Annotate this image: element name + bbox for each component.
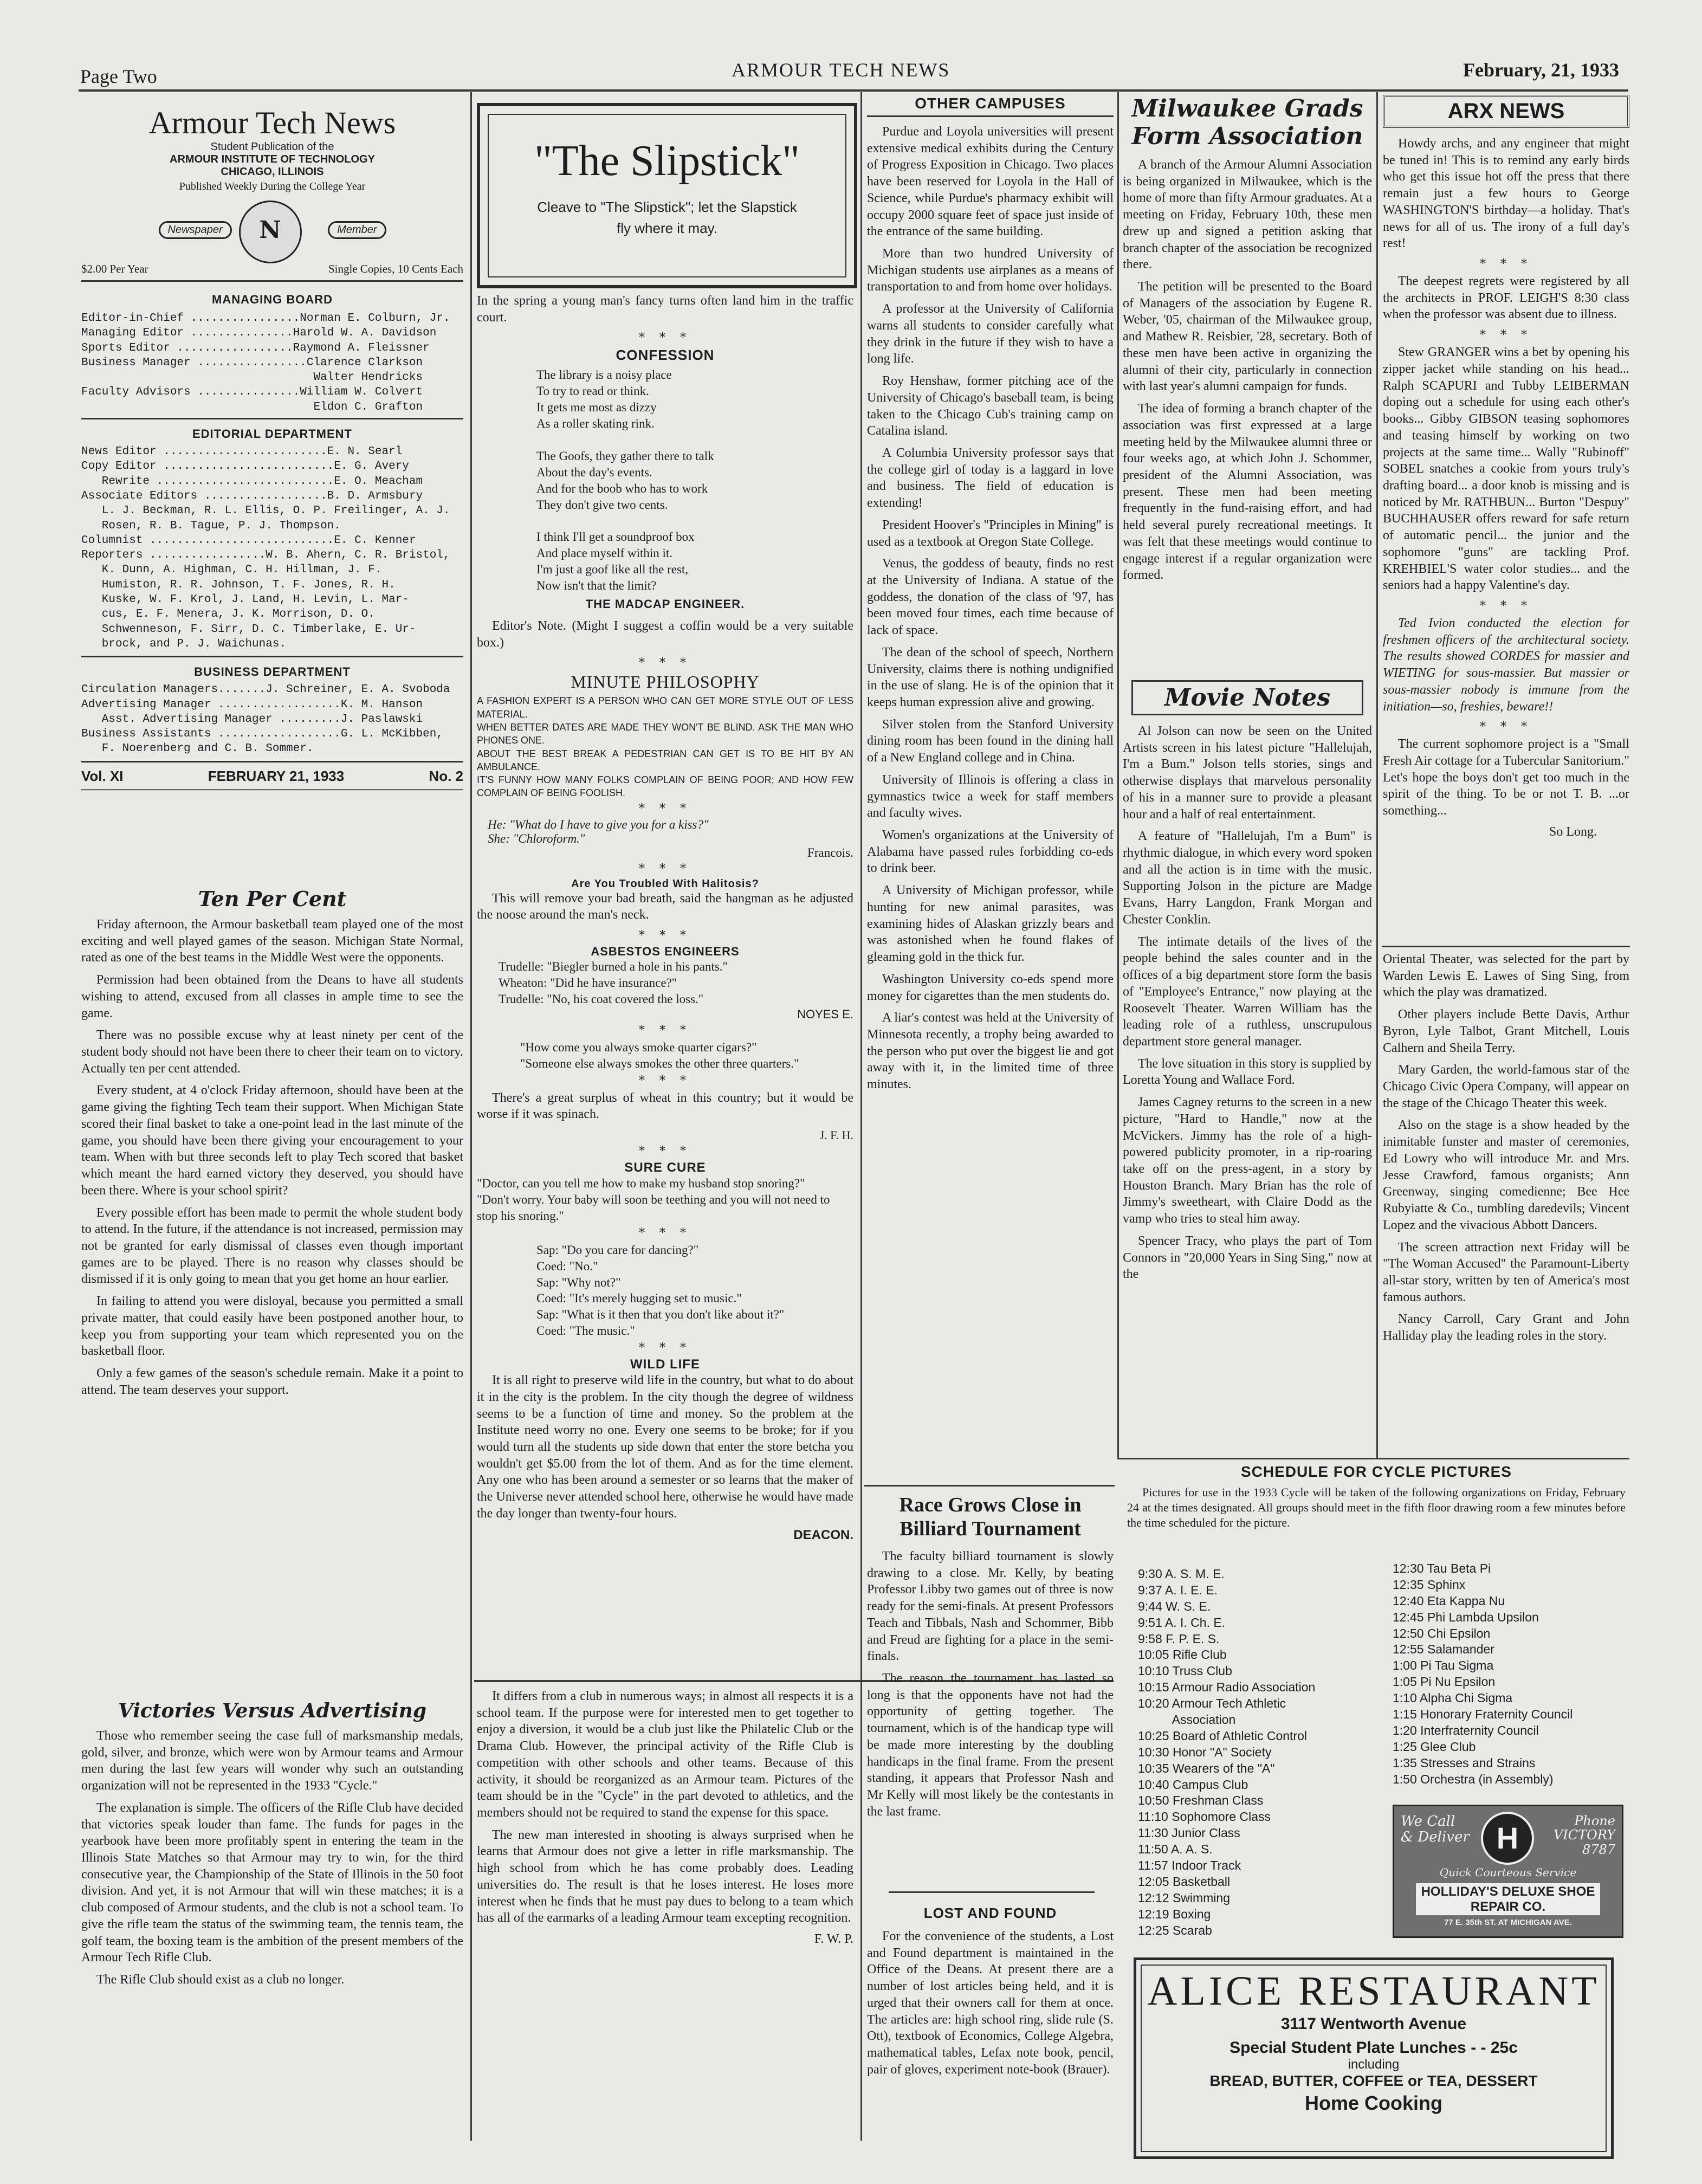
separator: * * * [639,1023,691,1037]
editorial-department-head: EDITORIAL DEPARTMENT [192,427,352,441]
section-rule [864,1485,1115,1487]
schedule-item: 10:35 Wearers of the "A" [1138,1761,1275,1775]
lost-and-found [867,1905,1114,2165]
campus-item: Women's organizations at the University of Alabama have passed rules forbidding co-eds to drink beer. [867,828,1114,876]
section-rule [889,1891,1095,1893]
victories-continued [477,1688,853,2165]
page-number: Page Two [80,66,157,87]
paragraph: Ted Ivion conducted the election for freshmen officers of the architectural society. The results showed CORDES for massier and WIETING for sous-massier. But massier or sous-massier nobody is immune from the initiation—so, freshies, beware!! [1383,616,1629,714]
section-rule [1382,946,1630,947]
schedule-item: Association [1138,1713,1236,1727]
paragraph: The intimate details of the lives of the people behind the sales counter and in the offices of a big department store form the basis of "Employee's Entrance," now playing at the Roosevelt Theater. Warren William has the leading role of a ruthless, unscrupulous department store general manager. [1123,934,1372,1049]
arx-news [1383,95,1629,940]
campus-item: University of Illinois is offering a class in gymnastics twice a week for staff members and faculty wives. [867,772,1114,820]
other-campuses [867,95,1114,1482]
cigar-joke: "How come you always smoke quarter cigars?" "Someone else always smokes the other three quarters." [520,1040,799,1070]
paragraph: The explanation is simple. The officers of the Rifle Club have decided that victories speak louder than fame. The funds for pages in the yearbook have been more profitably spent in entering the team in the Illinois State Matches so that Armour may try to win, for the third consecutive year, the Championship of the State of Illinois in the 50 foot division. And yet, it is not Armour that will win these matches; it is a club composed of Armour students, and the club is not a school team. To give the rifle team the status of the swimming team, the tennis team, the golf team, the boxing team is the ambition of the present members of the Armour Tech Rifle Club. [81,1800,463,1965]
joke: There's a great surplus of wheat in this country; but it would be worse if it was spinach. [477,1090,853,1122]
movie-notes [1123,680,1372,1458]
campus-item: Venus, the goddess of beauty, finds no rest at the University of Indiana. A statue of the goddess, the donation of the class of '97, has been moved four times, each time because of lack of space. [867,557,1114,638]
schedule-item: 12:50 Chi Epsilon [1393,1626,1491,1640]
paragraph: Every student, at 4 o'clock Friday afternoon, should have been at the game giving the fighting Tech team their support. When Michigan State scored their final basket to take a one-point lead in the last minute of the game, you should have been there giving your encouragement to your team. When with but three seconds left to play Tech scored that basket which meant the hard earned victory they deserved, you should have been there. Where is your school spirit? [81,1083,463,1198]
halitosis-head: Are You Troubled With Halitosis? [571,877,759,890]
lost-found-head: LOST AND FOUND [923,1905,1057,1921]
schedule-item: 1:50 Orchestra (in Assembly) [1393,1772,1554,1786]
schedule-item: 1:00 Pi Tau Sigma [1393,1658,1494,1673]
ad-service: Quick Courteous Service [1439,1866,1577,1879]
masthead-sub2: ARMOUR INSTITUTE OF TECHNOLOGY [170,153,375,165]
schedule-item: 11:10 Sophomore Class [1138,1810,1271,1824]
column-rule [860,92,862,2141]
schedule-item: 10:10 Truss Club [1138,1664,1232,1678]
paragraph: The current sophomore project is a "Small Fresh Air cottage for a Tubercular Sanitorium." Let's hope the boys don't get too much in the spirit of the thing. To be or not T. B. ...or something... [1383,737,1629,818]
confession-signature: THE MADCAP ENGINEER. [585,597,745,611]
kiss-she: She: "Chloroform." [488,831,585,845]
schedule-item: 1:10 Alpha Chi Sigma [1393,1691,1513,1705]
separator: * * * [639,1341,691,1355]
separator: * * * [639,802,691,816]
schedule-item: 10:15 Armour Radio Association [1138,1680,1316,1695]
staff-line: Sports Editor .................Raymond A. Fleissner [81,341,430,354]
schedule-item: 12:30 Tau Beta Pi [1393,1561,1491,1575]
separator: * * * [639,1074,691,1088]
campus-item: Washington University co-eds spend more money for cigarettes than the men students do. [867,972,1114,1003]
arx-signoff: So Long. [1549,824,1597,839]
volume-line [81,768,463,791]
editorial-staff: News Editor ........................E. N. Searl Copy Editor .........................E. G. Avery Rewrite ..........................E. O. Meacham Associate Editors ..................B. D. Armsbury L. J. Beckman, R. L. Ellis, O. P. Freilinger, A. J. Rosen, R. B. Tague, P. J. Thompson. Columnist ...........................E. C. Kenner Reporters .................W. B. Ahern, C. R. Bristol, K. Dunn, A. Highman, C. H. Hillman, J. F. Humiston, R. R. Johnson, T. F. Jones, R. H. Kuske, W. F. Krol, J. Land, H. Levin, L. Mar- cus, E. F. Menera, J. K. Morrison, D. O. Schwenneson, F. Sirr, D. C. Timberlake, E. Ur- brock, and P. J. Waichunas. [81,444,463,657]
francois-signature: Francois. [807,845,853,860]
paragraph: Other players include Bette Davis, Arthur Byron, Lyle Talbot, Grant Mitchell, Louis Calhern and Sheila Terry. [1383,1007,1629,1055]
billiard-head-2: Billiard Tournament [899,1517,1081,1540]
sure-cure-joke: "Doctor, can you tell me how to make my husband stop snoring?" "Don't worry. Your baby will soon be teething and you will not need to stop his snoring." [477,1177,830,1223]
paragraph: A feature of "Hallelujah, I'm a Bum" is rhythmic dialogue, in which every word spoken and all the action is in time with the music. Supporting Jolson in the picture are Madge Evans, Harry Langdon, Frank Morgan and Chester Conklin. [1123,829,1372,927]
schedule-item: 9:37 A. I. E. E. [1138,1582,1218,1597]
managing-board-head: MANAGING BOARD [212,293,333,306]
business-staff: Circulation Managers.......J. Schreiner, E. A. Svoboda Advertising Manager ..................K. M. Hanson Asst. Advertising Manager .........J. Paslawski Business Assistants ..................G. L. McKibben, F. Noerenberg and C. B. Sommer. [81,682,463,762]
restaurant-items: BREAD, BUTTER, COFFEE or TEA, DESSERT [1209,2072,1538,2089]
schedule-item: 12:12 Swimming [1138,1890,1231,1905]
schedule-item: 11:50 A. A. S. [1138,1842,1213,1857]
paragraph: A branch of the Armour Alumni Association is being organized in Milwaukee, which is the home of more than fifty Armour graduates. At a meeting on Friday, February 10th, these men drew up and signed a petition asking that branch chapter of the association be recognized there. [1123,158,1372,272]
paragraph: Al Jolson can now be seen on the United Artists screen in his latest picture "Hallelujah, I'm a Bum." Jolson tells stories, sings and otherwise displays that marvelous personality of his in a manner sure to provide a pleasant hour and a half of real entertainment. [1123,724,1372,822]
editorial-victories [81,1696,463,2162]
paragraph: Nancy Carroll, Cary Grant and John Halliday play the leading roles in the story. [1383,1312,1629,1343]
masthead [81,100,463,881]
milwaukee-article [1123,95,1372,675]
schedule-item: 9:44 W. S. E. [1138,1599,1211,1613]
alice-restaurant-ad [1134,1957,1614,2159]
campus-item: Silver stolen from the Stanford University dining room has been found in the dining hall of a New England college and in China. [867,717,1114,765]
separator: * * * [639,331,691,345]
slipstick-column [477,293,853,1675]
slipstick-motto: Cleave to "The Slipstick"; let the Slapstick fly where it may. [537,199,797,236]
masthead-sub1: Student Publication of the [210,141,334,153]
milwaukee-head-1: Milwaukee Grads [1131,95,1363,122]
movie-notes-continued [1383,951,1629,1458]
paragraph: Friday afternoon, the Armour basketball team played one of the most exciting and well played games of the season. Michigan State Normal, rated as one of the best teams in the Middle West were the opponents. [81,917,463,965]
schedule-item: 11:57 Indoor Track [1138,1858,1241,1873]
single-copy-price: Single Copies, 10 Cents Each [328,262,463,275]
paragraph: The faculty billiard tournament is slowly drawing to a close. Mr. Kelly, by beating Professor Libby two games out of three is now ready for the semi-finals. At present Professors Teach and Tibbals, Nash and Schommer, Bibb and Freud are fighting for a place in the semi-finals. [867,1549,1114,1664]
movie-notes-head: Movie Notes [1131,680,1363,715]
schedule-left-list [1138,1566,1393,1939]
other-campuses-head: OTHER CAMPUSES [867,95,1114,117]
column-rule [1376,92,1378,1458]
paragraph: The love situation in this story is supplied by Loretta Young and Wallace Ford. [1123,1056,1372,1088]
schedule-item: 1:25 Glee Club [1393,1739,1476,1754]
paper-name: ARMOUR TECH NEWS [732,59,950,81]
joke: In the spring a young man's fancy turns often land him in the traffic court. [477,294,853,325]
paragraph: There was no possible excuse why at least ninety per cent of the student body should not have been there to cheer their team on to victory. Actually ten per cent attended. [81,1028,463,1076]
schedule-intro: Pictures for use in the 1933 Cycle will be taken of the following organizations on Friday, February 24 at the times designated. All groups should meet in the fifth floor drawing room a few minutes before the time scheduled for the picture. [1127,1485,1626,1530]
staff-line: Business Manager ................Clarence Clarkson [81,356,423,369]
minute-philosophy-head: MINUTE PHILOSOPHY [571,672,760,692]
paragraph: Those who remember seeing the case full of marksmanship medals, gold, silver, and bronze, which were won by Armour teams and Armour men during the last few years will wonder why such an outstanding organization will not be represented in the 1933 "Cycle." [81,1729,463,1793]
ad-business-name: HOLLIDAY'S DELUXE SHOE REPAIR CO. [1416,1883,1600,1915]
restaurant-special: Special Student Plate Lunches - - 25c [1229,2039,1518,2057]
paragraph: James Cagney returns to the screen in a new picture, "Hard to Handle," now at the McVickers. Jimmy has the role of a high-powered publicity promoter, in a rip-roaring take off on the press-agent, in a story by Houston Branch. Mary Brian has the role of Jimmy's sweetheart, with Claire Dodd as the vamp who tries to steal him away. [1123,1095,1372,1226]
header-rule [79,89,1628,92]
asbestos-head: ASBESTOS ENGINEERS [591,945,740,959]
paragraph: The Rifle Club should exist as a club no longer. [96,1973,345,1987]
schedule-item: 12:40 Eta Kappa Nu [1393,1593,1505,1608]
ad-address: 77 E. 35th ST. AT MICHIGAN AVE. [1444,1918,1572,1927]
editorial-ten-per-cent [81,883,463,1696]
schedule-item: 9:58 F. P. E. S. [1138,1631,1220,1646]
separator: * * * [639,929,691,943]
dancing-joke: Sap: "Do you care for dancing?" Coed: "No." Sap: "Why not?" Coed: "It's merely hugging set to music." Sap: "What is it then that you don't like about it?" Coed: "The music." [536,1243,785,1338]
separator: * * * [639,862,691,876]
schedule-item: 10:50 Freshman Class [1138,1793,1264,1808]
restaurant-including: including [1348,2057,1400,2072]
campus-item: More than two hundred University of Michigan students use airplanes as a means of transportation to and from home over holidays. [867,247,1114,294]
schedule-item: 10:05 Rifle Club [1138,1647,1227,1662]
sure-cure-head: SURE CURE [624,1160,706,1175]
paragraph: Mary Garden, the world-famous star of the Chicago Civic Opera Company, will appear on the stage of the Chicago Theater this week. [1383,1063,1629,1110]
paragraph: Howdy archs, and any engineer that might be tuned in! This is to remind any early birds who get this issue hot off the press that there remain just a few hours to George WASHINGTON'S birthday—a holiday. That's news for all of us. The irony of a full day's rest! [1383,137,1629,251]
paragraph: The screen attraction next Friday will be "The Woman Accused" the Paramount-Liberty all-star story, written by ten of America's most famous authors. [1383,1240,1629,1304]
schedule-item: 10:30 Honor "A" Society [1138,1744,1272,1759]
holliday-shoe-repair-ad [1393,1805,1623,1938]
volume-number: Vol. XI [81,767,124,784]
schedule-item: 1:20 Interfraternity Council [1393,1723,1539,1737]
staff-line: Faculty Advisors ...............William W. Colvert [81,386,423,399]
slipstick-title-box [477,103,857,288]
paragraph: Also on the stage is a show headed by the inimitable funster and master of ceremonies, Ed Lowry who will introduce Mr. and Mrs. Jesse Crawford, famous organists; Ann Greenway, singing comedienne; Bee Hee Rubyiatte & Co., tumbling daredevils; Vincent Lopez and the vivacious Abbott Dancers. [1383,1118,1629,1232]
restaurant-name: ALICE RESTAURANT [1147,1968,1600,2014]
schedule-item: 12:19 Boxing [1138,1907,1211,1921]
campus-item: A liar's contest was held at the University of Minnesota recently, a trophy being awarded to the person who put over the biggest lie and got away with it, in the limited time of three minutes. [867,1011,1114,1092]
joke: This will remove your bad breath, said the hangman as he adjusted the noose around the man's neck. [477,891,853,922]
section-rule [1117,1458,1629,1459]
asbestos-joke: Trudelle: "Biegler burned a hole in his pants." Wheaton: "Did he have insurance?" Trudelle: "No, his coat covered the loss." [499,960,728,1006]
schedule-item: 1:05 Pi Nu Epsilon [1393,1675,1496,1689]
jfh-signature: J. F. H. [819,1128,853,1142]
column-rule [1117,92,1119,1458]
campus-item: A professor at the University of California warns all students to consider carefully what they drink in the future if they wish to have a long life. [867,302,1114,366]
badge-left-label: Newspaper [159,221,232,239]
column-rule [470,92,472,2141]
press-association-badge [159,201,386,260]
editorial-title: Victories Versus Advertising [118,1700,427,1722]
paragraph: Every possible effort has been made to permit the whole student body to attend. In the future, if the attendance is not increased, permission may not be granted for early dismissal of classes even though important games are to be played. There is no reason why classes should be dismissed if it is only going to mean that you get home an hour earlier. [81,1205,463,1287]
schedule-item: 11:30 Junior Class [1138,1826,1240,1840]
staff-line: Editor-in-Chief ................Norman E. Colburn, Jr. [81,312,450,325]
masthead-sub4: Published Weekly During the College Year [179,180,366,192]
separator: * * * [1480,257,1532,272]
paragraph: Spencer Tracy, who plays the part of Tom Connors in "20,000 Years in Sing Sing," now at the [1123,1233,1372,1282]
minute-philosophy: A FASHION EXPERT IS A PERSON WHO CAN GET MORE STYLE OUT OF LESS MATERIAL. WHEN BETTER DATES ARE MADE THEY WON'T BE BLIND. ASK THE MAN WHO PHONES ONE. ABOUT THE BEST BREAK A PEDESTRIAN CAN GET IS TO BE HIT BY AN AMBULANCE. IT'S FUNNY HOW MANY FOLKS COMPLAIN OF BEING POOR; AND HOW FEW COMPLAIN OF BEING FOOLISH. [477,695,853,799]
paragraph: It differs from a club in numerous ways; in almost all respects it is a school team. If the purpose were for interested men to get together to enjoy a diversion, it would be a club just like the Philatelic Club or the Drama Club. However, the principal activity of the Rifle Club is competition with other schools and other teams. Because of this activity, it should be reorganized as an Armour team. Pictures of the team should be in the "Cycle" in the part devoted to athletics, and the members should not be required to stand the expense for this space. [477,1689,853,1820]
paragraph: Only a few games of the season's schedule remain. Make it a point to attend. The team deserves your support. [81,1366,463,1397]
staff-line: Eldon C. Grafton [81,400,423,413]
paragraph: The reason the tournament has lasted so long is that the opponents have not had the opportunity of getting together. The tournament, which is of the handicap type will be made more interesting by the doubling handicaps in the final frame. From the present standing, it appears that Professor Nash and Mr Kelly will most likely be the contestants in the last frame. [867,1671,1114,1819]
paragraph: The deepest regrets were registered by all the architects in PROF. LEIGH'S 8:30 class when the professor was absent due to illness. [1383,274,1629,322]
deacon-signature: DEACON. [793,1527,853,1542]
paragraph: Oriental Theater, was selected for the part by Warden Lewis E. Lawes of Sing Sing, from which the play was dramatized. [1383,952,1629,1000]
issue-date: FEBRUARY 21, 1933 [208,767,345,784]
milwaukee-head-2: Form Association [1131,122,1363,150]
price-line [81,262,463,282]
schedule-item: 1:35 Stresses and Strains [1393,1755,1536,1770]
schedule-item: 10:25 Board of Athletic Control [1138,1728,1307,1743]
paragraph: In failing to attend you were disloyal, because you permitted a small private matter, that could easily have been postponed another hour, to keep you from supporting your team which represented you on the basketball floor. [81,1294,463,1359]
badge-right-label: Member [328,221,386,239]
separator: * * * [639,1145,691,1159]
editor-note: Editor's Note. (Might I suggest a coffin would be a very suitable box.) [477,618,853,650]
campus-item: Purdue and Loyola universities will present extensive medical exhibits during the Century of Progress Exposition in Chicago. Two places have been reserved for Loyola in the Hall of Science, while Purdue's pharmacy exhibit will occupy 2000 square feet of space just inside of the entrance of the same building. [867,125,1114,239]
subscription-price: $2.00 Per Year [81,262,148,275]
schedule-item: 12:35 Sphinx [1393,1577,1466,1592]
separator: * * * [639,656,691,670]
staff-line: Managing Editor ...............Harold W. A. Davidson [81,327,437,340]
issue-number: No. 2 [429,767,463,784]
paragraph: The petition will be presented to the Board of Managers of the association by Eugene R. Weber, '05, chairman of the Milwaukee group, and Mathew R. Reisbier, '28, secretary. Both of these men have been active in organizing the alumni of their city, particularly in connection with last year's alumni campaign for funds. [1123,280,1372,394]
ad-phone: Phone VICTORY 8787 [1553,1813,1615,1857]
noyes-signature: NOYES E. [797,1007,853,1021]
masthead-title: Armour Tech News [148,105,396,140]
billiard-head-1: Race Grows Close in [899,1494,1082,1516]
arx-news-head: ARX NEWS [1383,95,1629,128]
separator: * * * [1480,720,1532,734]
editorial-title: Ten Per Cent [198,887,347,911]
restaurant-address: 3117 Wentworth Avenue [1280,2015,1467,2033]
fwp-signature: F. W. P. [814,1932,853,1947]
separator: * * * [1480,599,1532,613]
schedule-item: 9:30 A. S. M. E. [1138,1567,1225,1581]
badge-seal-icon: N [239,201,302,263]
masthead-sub3: CHICAGO, ILLINOIS [221,166,324,178]
campus-item: A University of Michigan professor, while hunting for new animal parasites, was examining hides of Alaskan grizzly bears and was astonished when he found flakes of gleaming gold in the thick fur. [867,883,1114,965]
schedule-section [1127,1463,1626,1940]
paragraph: Stew GRANGER wins a bet by opening his zipper jacket while standing on his head... Ralph SCAPURI and Tubby LEIBERMAN doping out a schedule for using each other's books... Gibby GIBSON teasing sophomores and teasing himself by working on two projects at the same time... Wally "Rubinoff" SOBEL snatches a cookie from yours truly's drafting board... a door knob is missing and is noticed by Mr. RATHBUN... Burton "Despuy" BUCHHAUSER offers reward for safe return of automatic pencil... the junior and the sophomore "guns" are tackling Prof. KREHBIEL'S water color studies... and the seniors had a happy Valentine's day. [1383,345,1629,593]
schedule-item: 10:20 Armour Tech Athletic [1138,1696,1286,1711]
paragraph: Permission had been obtained from the Deans to have all students wishing to attend, excused from all classes in ample time to see the game. [81,973,463,1020]
schedule-item: 12:25 Scarab [1138,1923,1212,1937]
schedule-item: 12:05 Basketball [1138,1874,1231,1889]
business-department-head: BUSINESS DEPARTMENT [194,665,351,679]
restaurant-home-cooking: Home Cooking [1304,2092,1442,2114]
ad-h-logo-icon: H [1481,1812,1534,1865]
staff-line: Walter Hendricks [81,371,423,384]
billiard-article [867,1493,1114,1883]
confession-head: CONFESSION [616,347,715,364]
schedule-item: 9:51 A. I. Ch. E. [1138,1615,1226,1630]
kiss-he: He: "What do I have to give you for a kiss?" [488,817,709,831]
campus-item: Roy Henshaw, former pitching ace of the University of Chicago's baseball team, is being taken to the Chicago Cub's training camp on Catalina island. [867,374,1114,438]
separator: * * * [639,1226,691,1240]
managing-board-list [81,311,463,419]
schedule-item: 12:55 Salamander [1393,1642,1494,1657]
paragraph: The idea of forming a branch chapter of the association was first expressed at a large meeting held by the Milwaukee alumni three or four weeks ago, at which John J. Schommer, president of the Alumni Association, was present. These men had been meeting frequently in the fund-raising effort, and had held several purely recreational meetings. It was felt that these meetings would continue to engage interest if a regular organization were formed. [1123,402,1372,583]
schedule-head: SCHEDULE FOR CYCLE PICTURES [1241,1463,1512,1480]
separator: * * * [1480,328,1532,343]
campus-item: The dean of the school of speech, Northern University, claims there is nothing undignified in the use of slang. He is of the opinion that it keeps human expression alive and growing. [867,645,1114,709]
schedule-right-list [1393,1561,1626,1787]
schedule-item: 10:40 Campus Club [1138,1777,1248,1792]
confession-poem: The library is a noisy place To try to read or think. It gets me most as dizzy As a roller skating rink. The Goofs, they gather there to talk About the day's events. And for the boob who has to work They don't give two cents. I think I'll get a soundproof box And place myself within it. I'm just a goof like all the rest, Now isn't that the limit? [536,368,714,593]
campus-item: President Hoover's "Principles in Mining" is used as a textbook at Oregon State College. [867,518,1114,549]
wild-life-head: WILD LIFE [630,1357,700,1372]
slipstick-title: "The Slipstick" [534,137,800,185]
ad-call-deliver: We Call & Deliver [1401,1813,1470,1845]
schedule-item: 1:15 Honorary Fraternity Council [1393,1707,1573,1722]
paragraph: The new man interested in shooting is always surprised when he learns that Armour does not give a letter in rifle marksmanship. The high school from which he has come probably does. Leading universities do. The result is that he loses interest. He loses more interest when he finds that he must pay dues to belong to a team which has all of the earmarks of a leading Armour team excepting recognition. [477,1827,853,1925]
schedule-item: 12:45 Phi Lambda Upsilon [1393,1610,1539,1624]
paragraph: For the convenience of the students, a Lost and Found department is maintained in the Office of the Deans. At present there are a number of lost articles being held, and it is urged that their owners call for them at once. The articles are: high school ring, slide rule (S. Ott), textbook of Economics, College Algebra, mathematical tables, Lefax note book, pencil, pair of gloves, experiment note-book (Brauer). [867,1929,1114,2077]
wild-life: It is all right to preserve wild life in the country, but what to do about it in the city is the problem. In the city though the degree of wildness seems to be a function of time and money. So the problem at the Institute need worry no one. Every one seems to be broke; for if you would turn all the students up side down that enter the store betcha you wouldn't get $5.00 from the lot of them. And as for the time element. Any one who has been around a semester or so learns that the maker of the Universe never attended school here, otherwise he would have made the day longer than twenty-four hours. [477,1373,853,1521]
header-date: February, 21, 1933 [1463,59,1619,81]
campus-item: A Columbia University professor says that the college girl of today is a laggard in love and business. The field of education is extending! [867,445,1114,511]
